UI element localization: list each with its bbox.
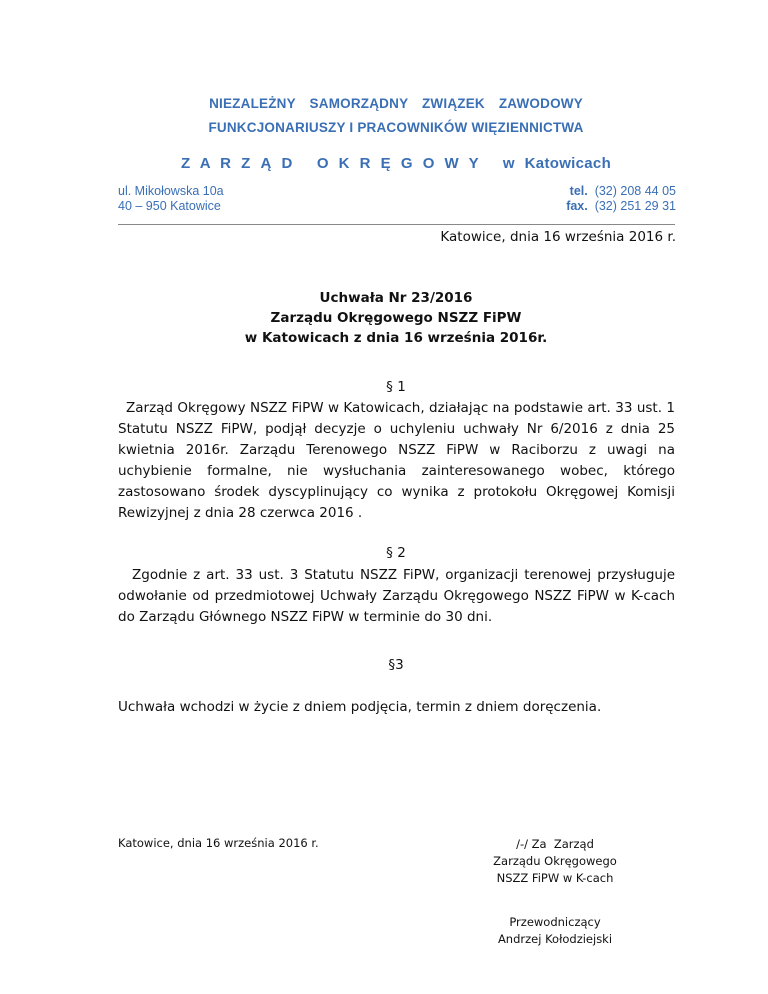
address-street: ul. Mikołowska 10a [118, 184, 224, 198]
section-1-text: Zarząd Okręgowy NSZZ FiPW w Katowicach, działając na podstawie art. 33 ust. 1 Statutu NSZZ FiPW, podjął decyzje o uchyleniu uchwały Nr 6/2016 z dnia 25 kwietnia 2016r. Zarządu Terenowego NSZZ FiPW w Raciborzu z uwagi na uchybienie formalne, nie wysłuchania zainteresowanego wobec, którego zastosowano środek dyscyplinujący co wynika z protokołu Okręgowej Komisji Rewizyjnej z dnia 28 czerwca 2016 . [118, 400, 675, 521]
chairman-title: Przewodniczący [509, 915, 601, 929]
resolution-title [0, 288, 768, 348]
board-heading [0, 155, 768, 172]
section-2-text: Zgodnie z art. 33 ust. 3 Statutu NSZZ FiPW, organizacji terenowej przysługuje odwołanie od przedmiotowej Uchwały Zarządu Okręgowego NSZZ FiPW w K-cach do Zarządu Głównego NSZZ FiPW w terminie do 30 dni. [118, 567, 675, 625]
resolution-title-line1: Uchwała Nr 23/2016 [319, 290, 473, 306]
phone-line [566, 184, 676, 199]
header-divider [118, 224, 675, 225]
chairman-block [480, 914, 630, 948]
address-postal: 40 – 950 Katowice [118, 199, 221, 213]
section-3-text: Uchwała wchodzi w życie z dniem podjęcia, termin z dniem doręczenia. [118, 699, 602, 715]
signature-block [480, 836, 630, 887]
tel-value: (32) 208 44 05 [594, 184, 676, 198]
fax-value: (32) 251 29 31 [594, 199, 676, 213]
fax-line [566, 199, 676, 214]
org-name-line2: FUNKCJONARIUSZY I PRACOWNIKÓW WIĘZIENNICTWA [208, 120, 584, 135]
board-heading-spaced: Z A R Z Ą D O K R Ę G O W Y w [180, 155, 518, 172]
section-1-mark: § 1 [386, 379, 406, 395]
document-date: Katowice, dnia 16 września 2016 r. [440, 229, 676, 245]
resolution-title-line3: w Katowicach z dnia 16 września 2016r. [244, 330, 548, 346]
org-name-line1: NIEZALEŻNY SAMORZĄDNY ZWIĄZEK ZAWODOWY [209, 96, 583, 111]
tel-label: tel. [569, 184, 588, 198]
signature-line1: /-/ Za Zarząd [516, 837, 594, 851]
resolution-title-line2: Zarządu Okręgowego NSZZ FiPW [270, 310, 522, 326]
footer-date: Katowice, dnia 16 września 2016 r. [118, 836, 319, 850]
section-2-mark: § 2 [386, 545, 406, 561]
signature-line2: Zarządu Okręgowego [493, 854, 617, 868]
contact-block [566, 184, 676, 214]
chairman-name: Andrzej Kołodziejski [497, 932, 613, 946]
signature-line3: NSZZ FiPW w K-cach [496, 871, 614, 885]
board-heading-city: Katowicach [524, 155, 612, 172]
fax-label: fax. [566, 199, 588, 213]
address-block [118, 184, 224, 214]
section-3-mark: §3 [388, 657, 404, 673]
